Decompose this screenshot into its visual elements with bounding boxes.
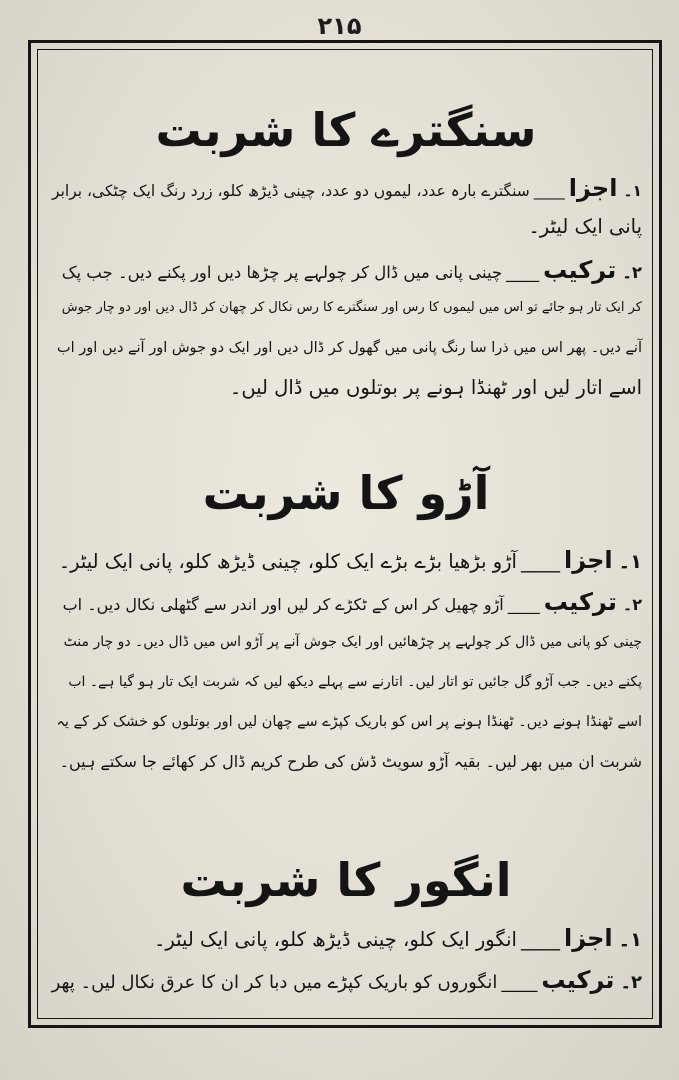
page-number: ۲۱۵: [317, 12, 362, 40]
recipe-title-grape-sharbat: انگور کا شربت: [180, 853, 512, 907]
ingredients-label: اجزا: [563, 924, 613, 952]
ingredients-line-continued: پانی ایک لیٹر۔: [528, 215, 642, 238]
item-number: ۱۔: [618, 550, 642, 573]
method-line-2: کر ایک تار ہو جائے تو اس میں لیموں کا رس اور سنگترے کا رس نکال کر چھان کر ڈال دیں اور دو چار جوش: [61, 300, 642, 315]
method-line: [50, 255, 642, 288]
method-line-4: اسے ٹھنڈا ہونے دیں۔ ٹھنڈا ہونے پر اس کو باریک کپڑے سے چھان لیں اور بوتلوں کو خشک کر کے یہ: [56, 714, 642, 730]
method-line: [50, 587, 642, 620]
recipe-title-peach-sharbat: آڑو کا شربت: [202, 466, 490, 520]
item-number: ۱۔: [623, 182, 642, 200]
ingredients-label: اجزا: [568, 174, 618, 202]
ingredients-label: اجزا: [563, 546, 613, 574]
method-line-5: شربت ان میں بھر لیں۔ بقیہ آڑو سویٹ ڈش کی طرح کریم ڈال کر کھائے جا سکتے ہیں۔: [59, 752, 642, 771]
dash-separator: ____: [520, 550, 560, 573]
method-label: ترکیب: [543, 256, 617, 284]
item-number: ۲۔: [620, 972, 642, 993]
dash-separator: ____: [520, 928, 560, 951]
recipe-title-orange-sharbat: سنگترے کا شربت: [155, 103, 537, 157]
dash-separator: ____: [506, 263, 540, 282]
method-text: آڑو چھیل کر اس کے ٹکڑے کر لیں اور اندر سے گٹھلی نکال دیں۔ اب: [62, 595, 504, 614]
ingredients-text: سنگترے بارہ عدد، لیموں دو عدد، چینی ڈیڑھ کلو، زرد رنگ ایک چٹکی، برابر: [52, 182, 530, 200]
dash-separator: ____: [533, 182, 565, 200]
ingredients-line: [50, 173, 642, 206]
item-number: ۱۔: [618, 928, 642, 951]
ingredients-line: [50, 545, 642, 577]
ingredients-text: آڑو بڑھیا بڑے بڑے ایک کلو، چینی ڈیڑھ کلو، پانی ایک لیٹر۔: [58, 550, 517, 573]
method-text: انگوروں کو باریک کپڑے میں دبا کر ان کا عرق نکال لیں۔ پھر: [51, 972, 498, 993]
method-line-2: چینی کو پانی میں ڈال کر چولہے پر چڑھائیں اور ایک جوش آنے پر آڑو اس میں ڈال دیں۔ دو چار منٹ: [63, 634, 642, 650]
dash-separator: ____: [501, 972, 538, 993]
method-line-3: پکنے دیں۔ جب آڑو گل جائیں تو اتار لیں۔ اتارنے سے پہلے دیکھ لیں کہ شربت ایک تار ہو گیا ہے۔ اب: [68, 674, 642, 690]
item-number: ۲۔: [622, 263, 642, 282]
ingredients-text: انگور ایک کلو، چینی ڈیڑھ کلو، پانی ایک لیٹر۔: [153, 928, 517, 951]
method-label: ترکیب: [543, 588, 617, 616]
method-line: [50, 965, 642, 998]
ingredients-line: [50, 923, 642, 955]
method-text: چینی پانی میں ڈال کر چولہے پر چڑھا دیں اور پکنے دیں۔ جب پک: [61, 263, 503, 282]
method-line-4: اسے اتار لیں اور ٹھنڈا ہونے پر بوتلوں میں ڈال لیں۔: [229, 376, 642, 399]
dash-separator: ____: [507, 595, 540, 614]
item-number: ۲۔: [622, 595, 642, 614]
method-label: ترکیب: [541, 966, 615, 994]
method-line-3: آنے دیں۔ پھر اس میں ذرا سا رنگ پانی میں گھول کر ڈال دیں اور ایک دو جوش اور آنے دیں اور اب: [56, 340, 642, 356]
